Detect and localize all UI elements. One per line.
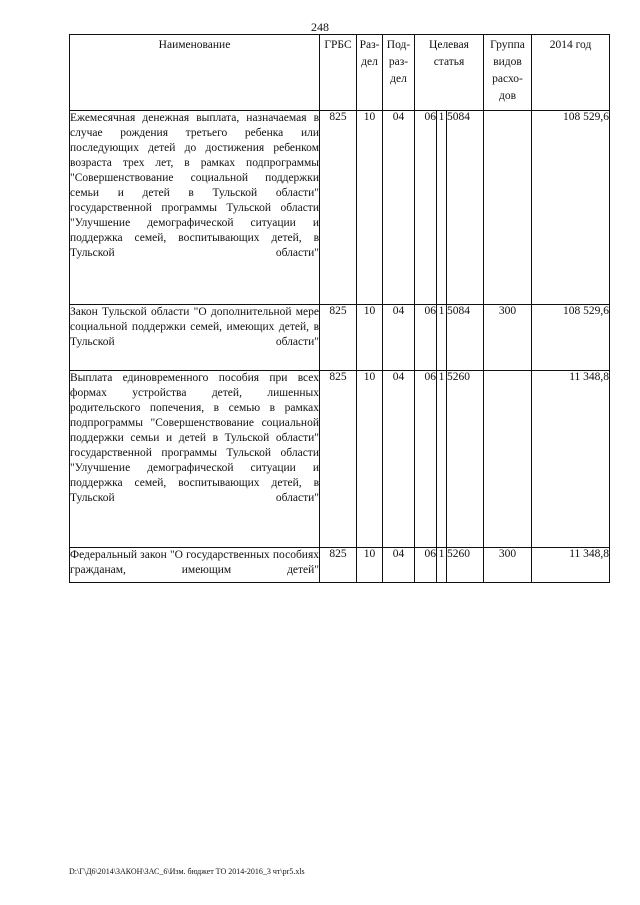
- row-grbs: 825: [320, 111, 357, 305]
- row-target-code: 5084: [447, 305, 484, 371]
- row-target-program: 06: [415, 111, 437, 305]
- table-row: [70, 305, 610, 371]
- row-razdel: 10: [357, 371, 383, 548]
- row-target-code: 5260: [447, 371, 484, 548]
- file-path-footer: D:\Г\Д6\2014\ЗАКОН\ЗАС_6\Изм. бюджет ТО 2014-2016_3 чт\pr5.xls: [69, 867, 305, 876]
- header-name: Наименование: [70, 35, 320, 111]
- page-number: 248: [311, 20, 329, 34]
- table-row: [70, 548, 610, 583]
- row-target-subprogram: 1: [437, 305, 447, 371]
- header-target: Целевая статья: [415, 35, 484, 111]
- row-amount: 11 348,8: [532, 371, 610, 548]
- row-razdel: 10: [357, 305, 383, 371]
- row-razdel: 10: [357, 548, 383, 583]
- row-group: [484, 111, 532, 305]
- row-name: Федеральный закон "О государственных пособиях гражданам, имеющим детей": [70, 548, 320, 583]
- header-grbs: ГРБС: [320, 35, 357, 111]
- row-target-code: 5084: [447, 111, 484, 305]
- row-grbs: 825: [320, 548, 357, 583]
- header-row: [70, 35, 610, 111]
- row-amount: 108 529,6: [532, 111, 610, 305]
- row-podrazdel: 04: [383, 371, 415, 548]
- row-amount: 11 348,8: [532, 548, 610, 583]
- row-group: [484, 371, 532, 548]
- row-grbs: 825: [320, 305, 357, 371]
- header-razdel: Раз- дел: [357, 35, 383, 111]
- row-target-program: 06: [415, 548, 437, 583]
- row-podrazdel: 04: [383, 548, 415, 583]
- row-group: 300: [484, 548, 532, 583]
- row-target-program: 06: [415, 371, 437, 548]
- row-group: 300: [484, 305, 532, 371]
- row-target-subprogram: 1: [437, 111, 447, 305]
- row-target-subprogram: 1: [437, 371, 447, 548]
- header-year: 2014 год: [532, 35, 610, 111]
- table-row: [70, 371, 610, 548]
- row-name: Ежемесячная денежная выплата, назначаемая в случае рождения третьего ребенка или последующих детей до достижения ребенком возраста трех лет, в рамках подпрограммы "Совершенствование социальной поддержки семьи и детей в Тульской области" государственной программы Тульской области "Улучшение демографической ситуации и поддержка семей, воспитывающих детей, в Тульской области": [70, 111, 320, 305]
- row-target-code: 5260: [447, 548, 484, 583]
- row-amount: 108 529,6: [532, 305, 610, 371]
- row-name: Выплата единовременного пособия при всех формах устройства детей, лишенных родительского попечения, в семью в рамках подпрограммы "Совершенствование социальной поддержки семьи и детей в Тульской области" государственной программы Тульской области "Улучшение демографической ситуации и поддержка семей, воспитывающих детей, в Тульской области": [70, 371, 320, 548]
- row-grbs: 825: [320, 371, 357, 548]
- row-razdel: 10: [357, 111, 383, 305]
- header-podrazdel: Под- раз- дел: [383, 35, 415, 111]
- row-target-subprogram: 1: [437, 548, 447, 583]
- row-target-program: 06: [415, 305, 437, 371]
- row-name: Закон Тульской области "О дополнительной мере социальной поддержки семей, имеющих детей, в Тульской области": [70, 305, 320, 371]
- table-row: [70, 111, 610, 305]
- budget-table: [69, 34, 610, 583]
- row-podrazdel: 04: [383, 305, 415, 371]
- header-group: Группа видов расхо- дов: [484, 35, 532, 111]
- row-podrazdel: 04: [383, 111, 415, 305]
